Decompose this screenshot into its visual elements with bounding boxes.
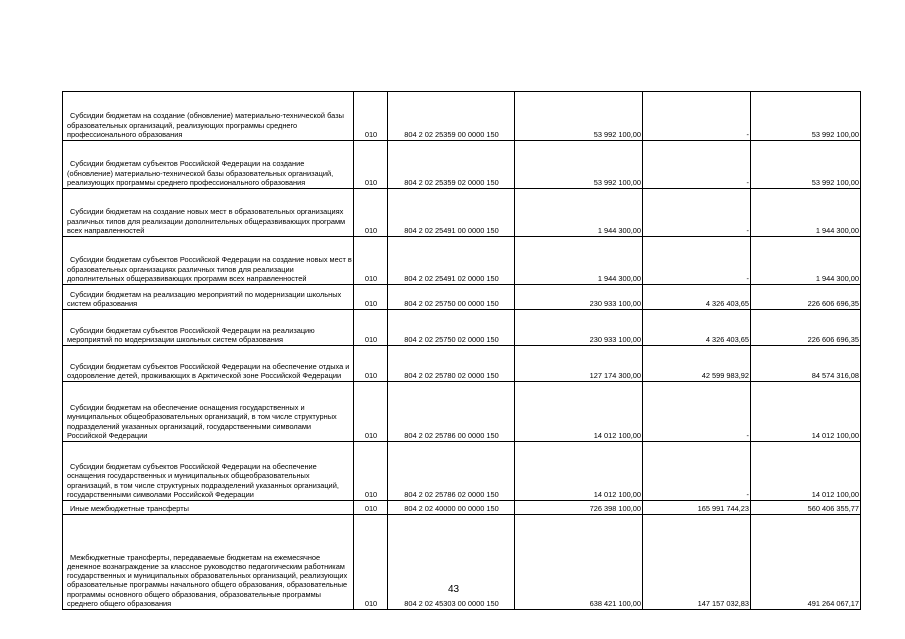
row-executed: 4 326 403,65 [643, 310, 751, 346]
row-classification-code: 804 2 02 45303 00 0000 150 [388, 515, 515, 610]
row-classification-code: 804 2 02 25750 02 0000 150 [388, 310, 515, 346]
table-row [63, 92, 861, 141]
row-name: Субсидии бюджетам субъектов Российской Федерации на обеспечение отдыха и оздоровление детей, проживающих в Арктической зоне Российской Федерации [63, 346, 354, 382]
row-executed: - [643, 92, 751, 141]
row-classification-code: 804 2 02 25359 00 0000 150 [388, 92, 515, 141]
table-row [63, 442, 861, 501]
row-unexecuted: 491 264 067,17 [751, 515, 861, 610]
row-approved: 127 174 300,00 [515, 346, 643, 382]
row-line-code: 010 [354, 92, 388, 141]
row-unexecuted: 53 992 100,00 [751, 92, 861, 141]
row-line-code: 010 [354, 515, 388, 610]
row-executed: - [643, 442, 751, 501]
row-line-code: 010 [354, 189, 388, 237]
row-name: Субсидии бюджетам субъектов Российской Федерации на обеспечение оснащения государственных и муниципальных общеобразовательных организаций, в том числе структурных подразделений указанных организаций, государственными символами Российской Федерации [63, 442, 354, 501]
table-row [63, 515, 861, 610]
table-row [63, 141, 861, 189]
row-name: Субсидии бюджетам на создание (обновление) материально-технической базы образовательных организаций, реализующих программы среднего профессионального образования [63, 92, 354, 141]
row-executed: - [643, 141, 751, 189]
row-unexecuted: 84 574 316,08 [751, 346, 861, 382]
table-row [63, 382, 861, 442]
row-executed: - [643, 189, 751, 237]
row-unexecuted: 560 406 355,77 [751, 501, 861, 515]
row-executed: 4 326 403,65 [643, 285, 751, 310]
row-classification-code: 804 2 02 25786 00 0000 150 [388, 382, 515, 442]
row-classification-code: 804 2 02 25491 00 0000 150 [388, 189, 515, 237]
row-name: Иные межбюджетные трансферты [63, 501, 354, 515]
row-executed: 42 599 983,92 [643, 346, 751, 382]
row-classification-code: 804 2 02 25786 02 0000 150 [388, 442, 515, 501]
row-name: Субсидии бюджетам субъектов Российской Федерации на создание новых мест в образовательных организациях различных типов для реализации дополнительных общеразвивающих программ всех направленностей [63, 237, 354, 285]
row-line-code: 010 [354, 501, 388, 515]
row-line-code: 010 [354, 382, 388, 442]
row-name: Межбюджетные трансферты, передаваемые бюджетам на ежемесячное денежное вознаграждение за классное руководство педагогическим работникам государственных и муниципальных образовательных организаций, реализующих образовательные программы начального общего образования, образовательные программы основного общего образования, образовательные программы среднего общего образования [63, 515, 354, 610]
table-row [63, 501, 861, 515]
table-row [63, 189, 861, 237]
row-approved: 14 012 100,00 [515, 442, 643, 501]
row-executed: 147 157 032,83 [643, 515, 751, 610]
row-name: Субсидии бюджетам субъектов Российской Федерации на реализацию мероприятий по модернизации школьных систем образования [63, 310, 354, 346]
row-approved: 726 398 100,00 [515, 501, 643, 515]
row-name: Субсидии бюджетам на реализацию мероприятий по модернизации школьных систем образования [63, 285, 354, 310]
row-approved: 1 944 300,00 [515, 189, 643, 237]
row-classification-code: 804 2 02 25780 02 0000 150 [388, 346, 515, 382]
row-classification-code: 804 2 02 25491 02 0000 150 [388, 237, 515, 285]
row-unexecuted: 1 944 300,00 [751, 189, 861, 237]
table-row [63, 310, 861, 346]
row-line-code: 010 [354, 285, 388, 310]
row-classification-code: 804 2 02 40000 00 0000 150 [388, 501, 515, 515]
table-row [63, 237, 861, 285]
row-line-code: 010 [354, 141, 388, 189]
table-row [63, 285, 861, 310]
row-executed: - [643, 237, 751, 285]
row-approved: 53 992 100,00 [515, 92, 643, 141]
row-unexecuted: 14 012 100,00 [751, 442, 861, 501]
row-approved: 230 933 100,00 [515, 310, 643, 346]
row-name: Субсидии бюджетам субъектов Российской Федерации на создание (обновление) материально-технической базы образовательных организаций, реализующих программы среднего профессионального образования [63, 141, 354, 189]
budget-table [62, 91, 861, 610]
row-approved: 53 992 100,00 [515, 141, 643, 189]
row-approved: 1 944 300,00 [515, 237, 643, 285]
row-executed: 165 991 744,23 [643, 501, 751, 515]
row-approved: 14 012 100,00 [515, 382, 643, 442]
row-classification-code: 804 2 02 25750 00 0000 150 [388, 285, 515, 310]
row-unexecuted: 14 012 100,00 [751, 382, 861, 442]
row-unexecuted: 1 944 300,00 [751, 237, 861, 285]
table-row [63, 346, 861, 382]
row-unexecuted: 226 606 696,35 [751, 285, 861, 310]
row-approved: 230 933 100,00 [515, 285, 643, 310]
page-number: 43 [448, 584, 460, 595]
row-line-code: 010 [354, 310, 388, 346]
row-unexecuted: 226 606 696,35 [751, 310, 861, 346]
row-line-code: 010 [354, 442, 388, 501]
row-classification-code: 804 2 02 25359 02 0000 150 [388, 141, 515, 189]
row-approved: 638 421 100,00 [515, 515, 643, 610]
row-executed: - [643, 382, 751, 442]
row-line-code: 010 [354, 346, 388, 382]
row-name: Субсидии бюджетам на обеспечение оснащения государственных и муниципальных общеобразовательных организаций, в том числе структурных подразделений указанных организаций, государственными символами Российской Федерации [63, 382, 354, 442]
row-line-code: 010 [354, 237, 388, 285]
row-unexecuted: 53 992 100,00 [751, 141, 861, 189]
row-name: Субсидии бюджетам на создание новых мест в образовательных организациях различных типов для реализации дополнительных общеразвивающих программ всех направленностей [63, 189, 354, 237]
